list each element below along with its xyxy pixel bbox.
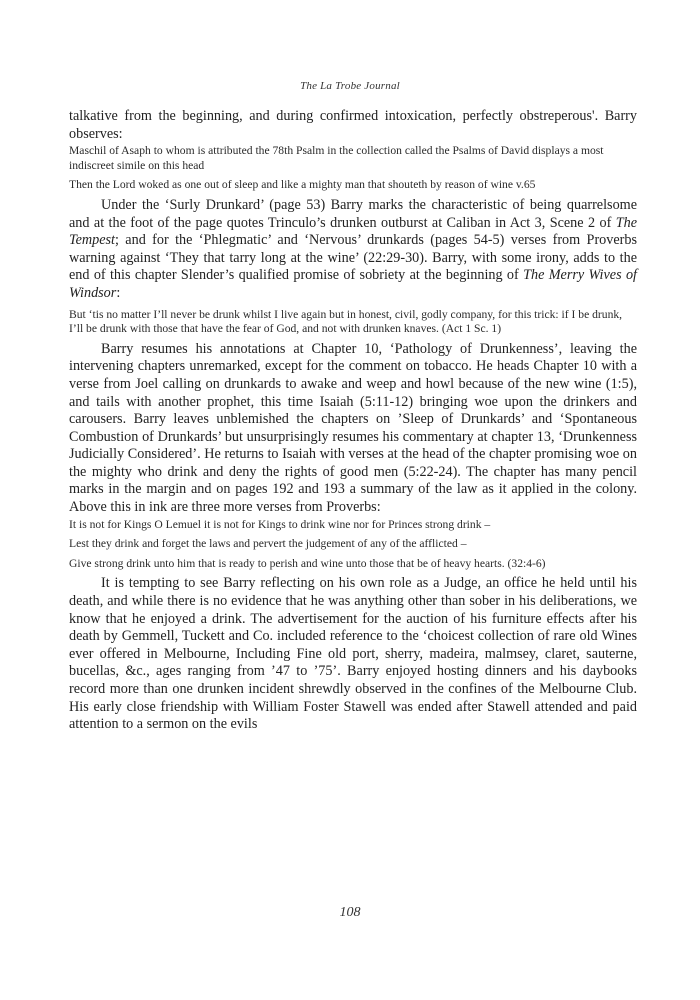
quotation-proverbs-line-2: Lest they drink and forget the laws and pervert the judgement of any of the afflicted – [69, 537, 467, 551]
paragraph-3: Barry resumes his annotations at Chapter 10, ‘Pathology of Drunkenness’, leaving the intervening chapters unremarked, except for the comment on tobacco. He heads Chapter 10 with a verse from Joel calling on drunkards to awake and weep and howl because of the new wine (1:5), and tails with another prophet, this time Isaiah (5:11-12) bringing woe upon the drinkers and carousers. Barry leaves unblemished the chapters on ’Sleep of Drunkards’ and ‘Spontaneous Combustion of Drunkards’ but unsurprisingly resumes his commentary at chapter 13, ‘Drunkenness Judicially Considered’. He returns to Isaiah with verses at the head of the chapter promising woe on the mighty who drink and deny the rights of good men (5:22-24). The chapter has many pencil marks in the margin and on pages 192 and 193 a summary of the law as it applied in the colony. Above this in ink are three more verses from Proverbs: [69, 340, 637, 516]
quotation-psalm [69, 144, 637, 193]
quotation-slender [69, 308, 637, 337]
running-head: The La Trobe Journal [300, 80, 400, 92]
quotation-proverbs-line-1: It is not for Kings O Lemuel it is not for Kings to drink wine nor for Princes strong drink – [69, 517, 491, 531]
paragraph-4: It is tempting to see Barry reflecting on his own role as a Judge, an office he held until his death, and while there is no evidence that he was anything other than sober in his deliberations, we know that he enjoyed a drink. The advertisement for the auction of his furniture effects after his death by Gemmell, Tuckett and Co. included reference to the ‘choicest collection of rare old Wines ever offered in Melbourne, Including Fine old port, sherry, madeira, malmsey, claret, sauterne, bucellas, &c., ages ranging from ’47 to ’75’. Barry enjoyed hosting dinners and his daybooks record more than one drunken incident shrewdly observed in the confines of the Melbourne Club. His early close friendship with William Foster Stawell was ended after Stawell attended and paid attention to a sermon on the evils [69, 575, 637, 733]
title-merry-wives: The Merry Wives of Windsor [69, 267, 637, 301]
quotation-slender-text: But ‘tis no matter I’ll never be drunk whilst I live again but in honest, civil, godly company, for this trick: if I be drunk, I’ll be drunk with those that have the fear of God, and not with drunken knaves. (Act 1 Sc. 1) [69, 307, 623, 336]
quotation-psalm-line-2: Then the Lord woked as one out of sleep and like a mighty man that shouteth by reason of wine v.65 [69, 178, 536, 192]
paragraph-2-text-a: Under the ‘Surly Drunkard’ (page 53) Barry marks the characteristic of being quarrelsome and at the foot of the page quotes Trinculo’s drunken outburst at Caliban in Act 3, Scene 2 of [69, 196, 637, 231]
quotation-proverbs [69, 518, 637, 572]
page-number: 108 [339, 905, 361, 920]
paragraph-2-text-b: ; and for the ‘Phlegmatic’ and ‘Nervous’ drunkards (pages 54-5) verses from Proverbs warning against ‘They that tarry long at the wine’ (22:29-30). Barry, with some irony, adds to the end of this chapter Slender’s qualified promise of sobriety at the beginning of [69, 232, 637, 284]
paragraph-1: talkative from the beginning, and during confirmed intoxication, perfectly obstreperous'. Barry observes: [69, 108, 637, 142]
paragraph-2-text-c: : [116, 284, 121, 301]
quotation-proverbs-line-3: Give strong drink unto him that is ready to perish and wine unto those that be of heavy hearts. (32:4-6) [69, 556, 546, 570]
quotation-psalm-line-1: Maschil of Asaph to whom is attributed the 78th Psalm in the collection called the Psalms of David displays a most indiscreet simile on this head [69, 144, 604, 172]
body-text [69, 108, 637, 734]
title-the-tempest: The Tempest [69, 214, 637, 249]
paragraph-2 [69, 197, 637, 303]
